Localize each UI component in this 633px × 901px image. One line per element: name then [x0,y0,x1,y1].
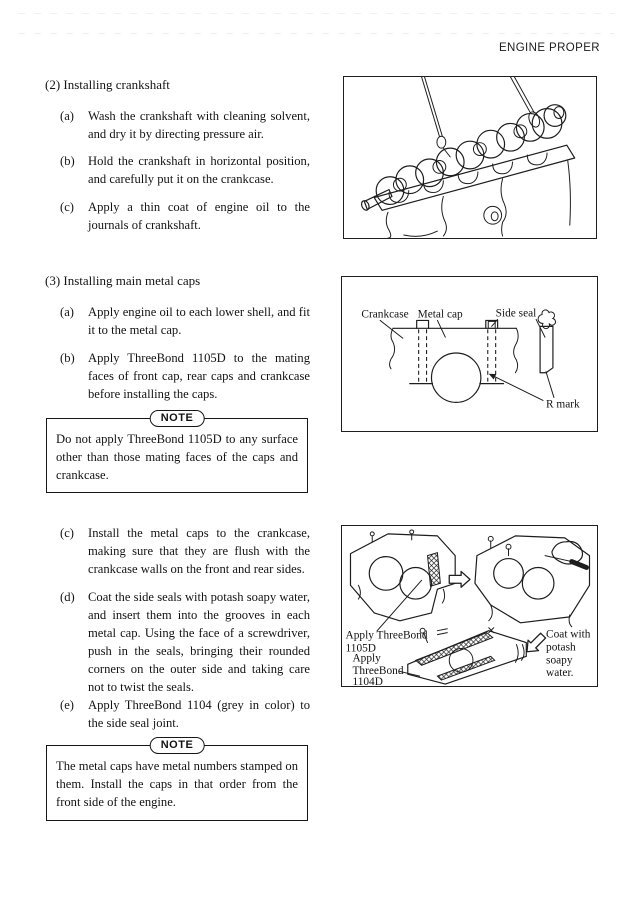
item-marker: (c) [60,526,74,540]
item-text: Hold the crankshaft in horizontal position, and carefully put it on the crankcase. [88,154,310,186]
item-text: Install the metal caps to the crankcase, making sure that they are flush with the crankcase walls on the front and rear sides. [88,526,310,576]
figure2-label-side-seal: Side seal [495,307,537,320]
item-text: Wash the crankshaft with cleaning solvent, and dry it by directing pressure air. [88,109,310,141]
list-item [60,303,310,339]
figure2-label-crankcase: Crankcase [361,308,409,321]
figure2-label-metal-cap: Metal cap [417,308,463,321]
list-item [60,524,310,578]
item-marker: (a) [60,109,74,123]
figure3-label-coat-line3: soapy [546,654,573,667]
cap-seal-diagram [342,277,597,431]
item-marker: (a) [60,305,74,319]
list-item [60,198,310,234]
figure3-label-1104d-line3: 1104D [352,676,383,686]
item-marker: (b) [60,154,75,168]
figure3-label-coat-line4: water. [546,667,574,680]
figure-seal-procedure [341,525,598,687]
list-item [60,107,310,143]
note-text: Do not apply ThreeBond 1105D to any surface other than those mating faces of the caps and crankcase. [56,432,298,482]
figure3-label-1105d-line2: 1105D [345,642,377,655]
figure-crankshaft-install [343,76,597,239]
item-text: Apply ThreeBond 1105D to the mating faces of front cap, rear caps and crankcase before installing the caps. [88,351,310,401]
note-label: NOTE [150,737,205,754]
section-3-heading: (3) Installing main metal caps [45,273,201,288]
figure3-label-coat-line2: potash [546,641,576,654]
item-text: Apply a thin coat of engine oil to the journals of crankshaft. [88,200,310,232]
note-text: The metal caps have metal numbers stamped on them. Install the caps in that order from the front side of the engine. [56,759,298,809]
figure2-label-r-mark: R mark [546,398,580,411]
list-item [60,696,310,732]
crankshaft-lift-illustration [344,77,596,238]
item-text: Apply ThreeBond 1104 (grey in color) to the side seal joint. [88,698,310,730]
figure-cap-seal-diagram [341,276,598,432]
figure3-label-1105d-line1: Apply ThreeBond [345,629,428,642]
item-marker: (b) [60,351,75,365]
item-marker: (e) [60,698,74,712]
figure3-label-1104d-line2: ThreeBond [352,665,404,678]
scan-artifact [18,33,615,34]
figure3-label-coat-line1: Coat with [546,628,591,641]
seal-procedure-illustration [342,526,597,686]
list-item [60,588,310,696]
item-text: Apply engine oil to each lower shell, and fit it to the metal cap. [88,305,310,337]
note-box [46,412,308,493]
item-text: Coat the side seals with potash soapy water, and insert them into the grooves in each metal cap. Using the face of a screwdriver, push in the seals, bringing their rounded corners on the outer side and taking care not to twist the seals. [88,590,310,694]
scan-artifact [18,13,615,14]
page-header: ENGINE PROPER [498,42,600,54]
note-box [46,739,308,821]
section-2-heading: (2) Installing crankshaft [45,77,170,92]
list-item [60,349,310,403]
note-label: NOTE [150,410,205,427]
list-item [60,152,310,188]
item-marker: (c) [60,200,74,214]
figure3-label-1104d-line1: Apply [352,652,381,665]
item-marker: (d) [60,590,75,604]
